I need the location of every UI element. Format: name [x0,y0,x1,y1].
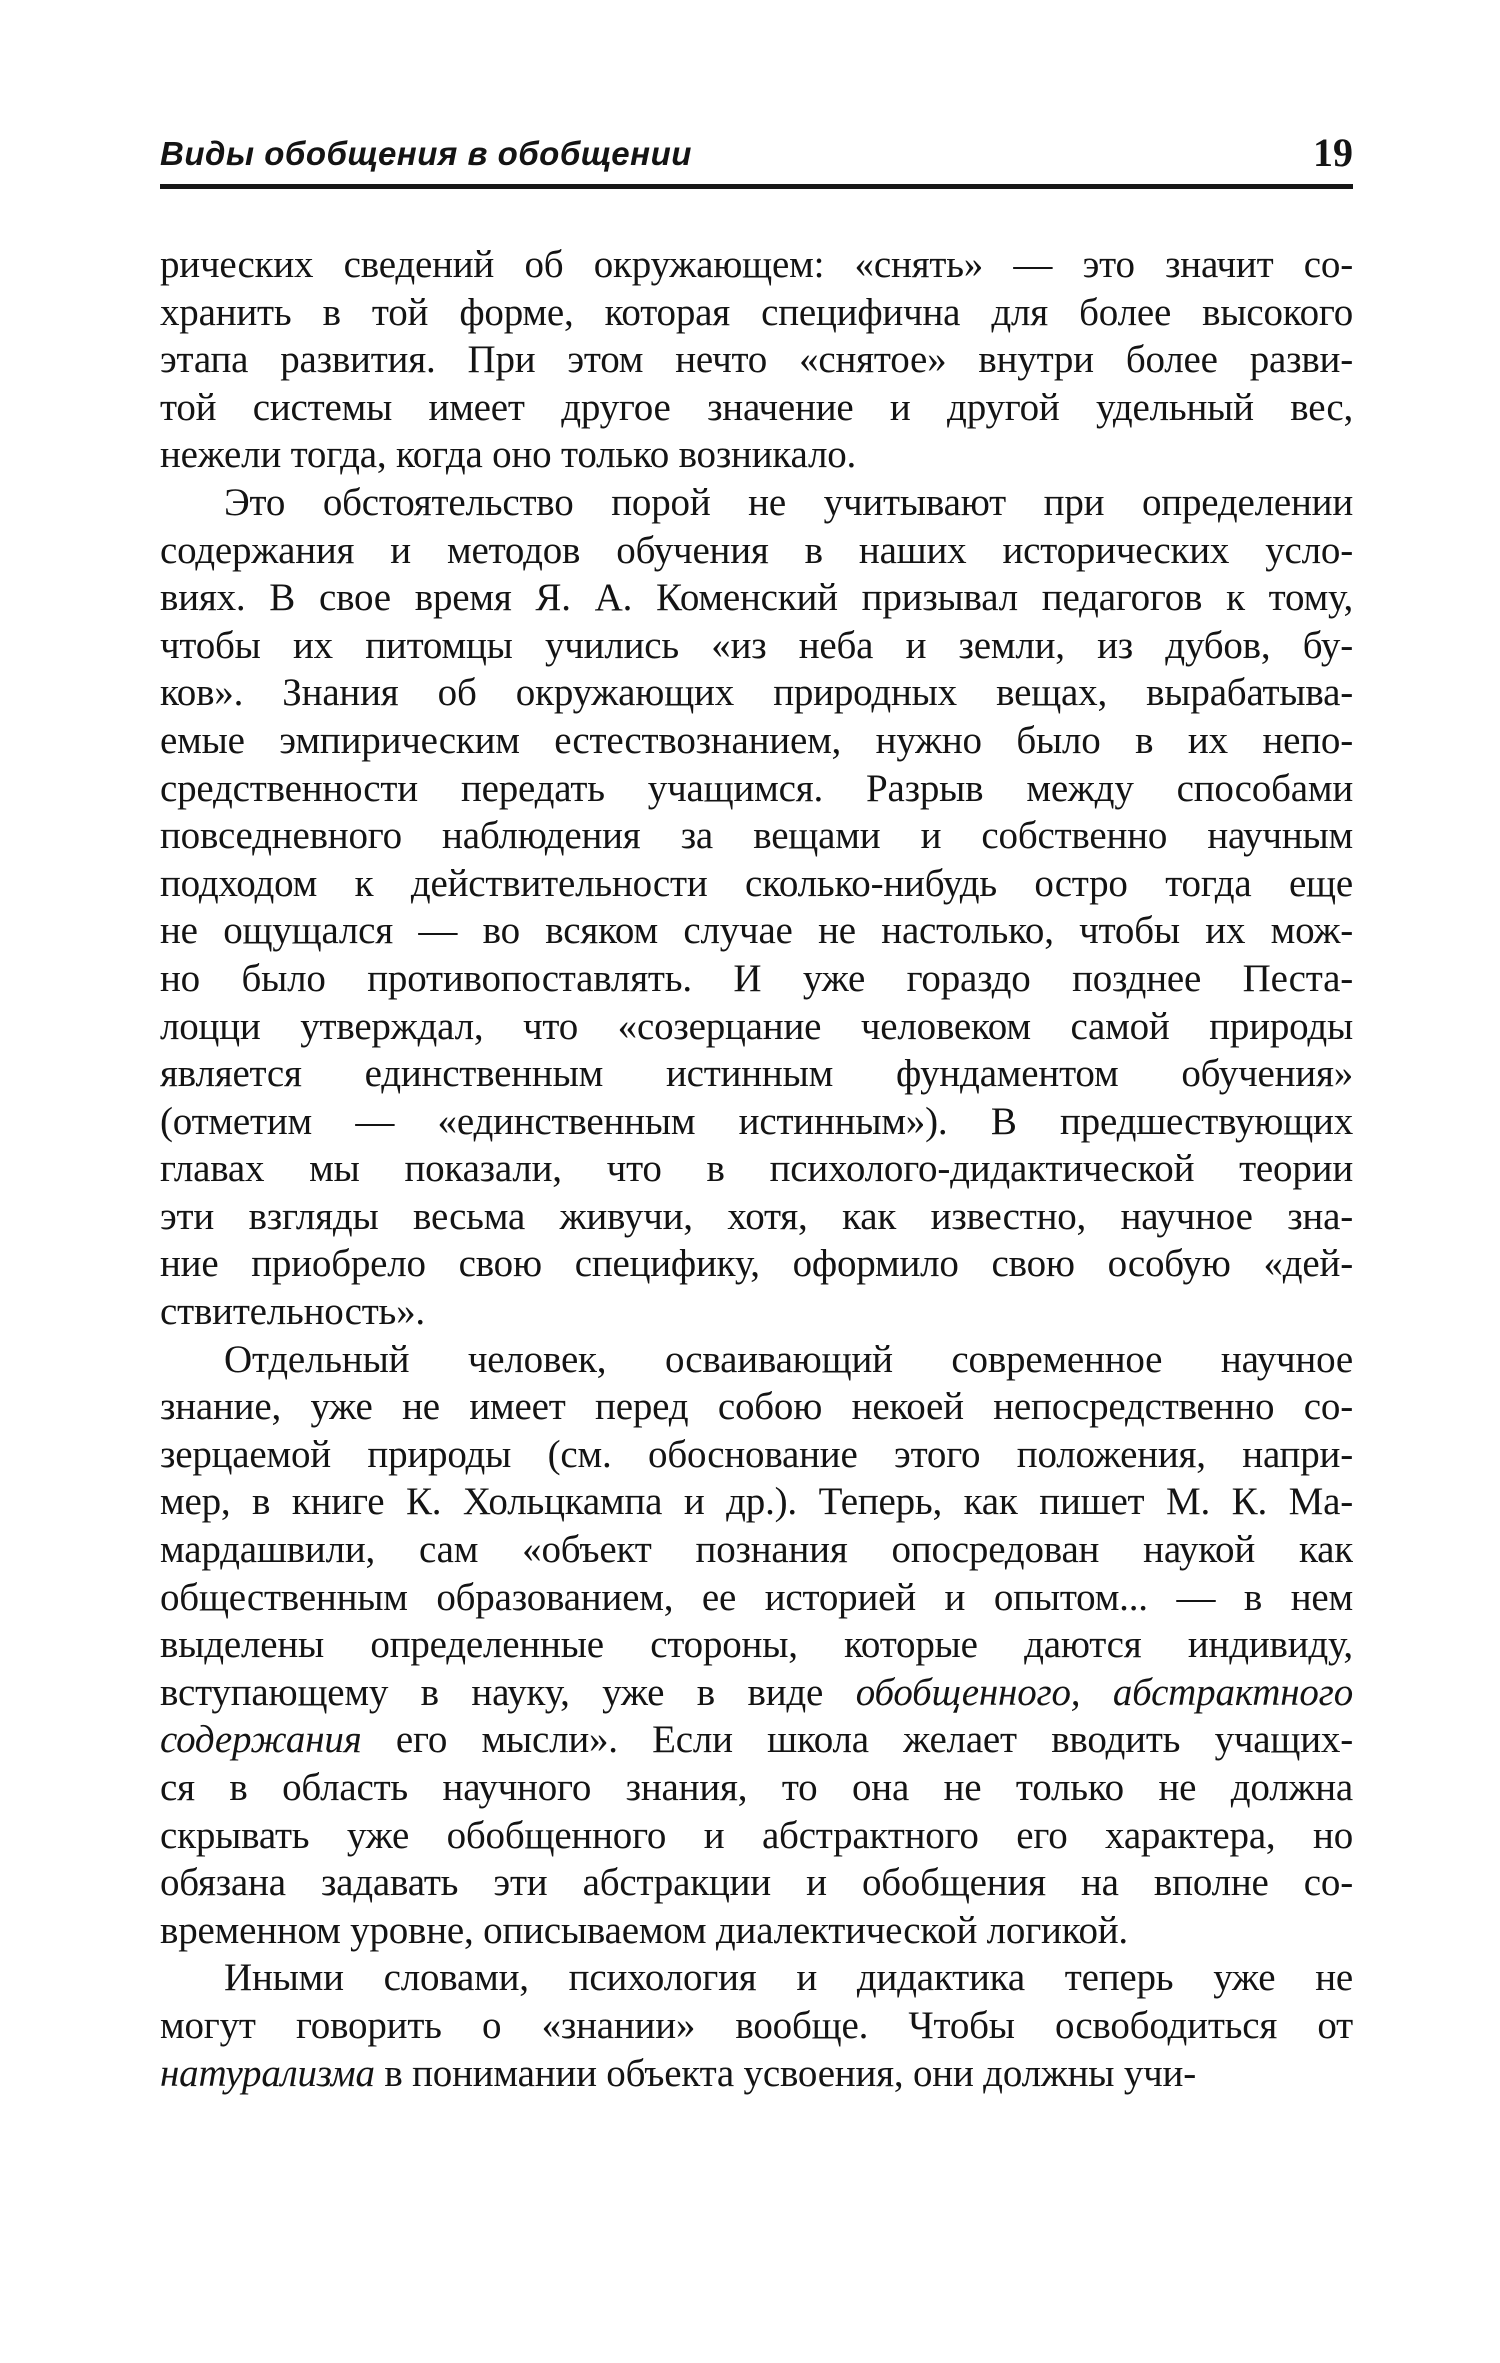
text-line [160,241,1353,289]
header-rule [160,184,1353,189]
text-line [160,1859,1353,1907]
text-line [160,1288,1353,1336]
text-line [160,1193,1353,1241]
text-segment: виях. В свое время Я. А. Коменский призывал педагогов к тому, [160,576,1353,620]
text-line [160,1954,1353,2002]
text-line [160,527,1353,575]
text-segment: но было противопоставлять. И уже гораздо позднее Песта- [160,956,1353,1000]
italic-text-segment: содержания [160,1718,362,1762]
page-header [160,130,1353,175]
text-segment: подходом к действительности сколько-нибудь остро тогда еще [160,861,1353,905]
text-line [160,1098,1353,1146]
text-segment: хранить в той форме, которая специфична для более высокого [160,290,1353,334]
text-segment: вступающему в науку, уже в виде [160,1670,856,1714]
text-line [160,1907,1353,1955]
text-line [160,1526,1353,1574]
text-segment: Отдельный человек, осваивающий современное научное [224,1337,1353,1381]
text-segment: лоцци утверждал, что «созерцание человеком самой природы [160,1004,1353,1048]
text-line [160,289,1353,337]
text-segment: средственности передать учащимся. Разрыв между способами [160,766,1353,810]
text-segment: (отметим — «единственным истинным»). В предшествующих [160,1099,1353,1143]
text-line [160,1383,1353,1431]
text-segment: временном уровне, описываемом диалектической логикой. [160,1908,1128,1952]
text-segment: скрывать уже обобщенного и абстрактного его характера, но [160,1813,1353,1857]
text-segment: Это обстоятельство порой не учитывают при определении [224,480,1353,524]
text-line [160,431,1353,479]
text-line [160,1003,1353,1051]
text-segment: мер, в книге К. Хольцкампа и др.). Теперь, как пишет М. К. Ма- [160,1480,1353,1524]
text-line [160,812,1353,860]
text-segment: эти взгляды весьма живучи, хотя, как известно, научное зна- [160,1194,1353,1238]
text-line [160,336,1353,384]
text-segment: нежели тогда, когда оно только возникало. [160,433,857,477]
text-segment: выделены определенные стороны, которые даются индивиду, [160,1623,1353,1667]
text-segment: в понимании объекта усвоения, они должны учи- [374,2051,1197,2095]
text-line [160,1336,1353,1384]
italic-text-segment: натурализма [160,2051,375,2095]
text-segment: чтобы их питомцы учились «из неба и земли, из дубов, бу- [160,623,1353,667]
text-segment: знание, уже не имеет перед собою некоей непосредственно со- [160,1385,1353,1429]
text-line [160,1050,1353,1098]
text-segment: его мысли». Если школа желает вводить учащих- [361,1718,1353,1762]
running-title: Виды обобщения в обобщении [160,135,692,172]
text-line [160,2002,1353,2050]
text-segment: содержания и методов обучения в наших исторических усло- [160,528,1353,572]
text-segment: этапа развития. При этом нечто «снятое» внутри более разви- [160,338,1353,382]
text-line [160,765,1353,813]
text-segment: ков». Знания об окружающих природных вещах, вырабатыва- [160,671,1353,715]
text-line [160,479,1353,527]
text-line [160,907,1353,955]
text-segment: ние приобрело свою специфику, оформило свою особую «дей- [160,1242,1353,1286]
text-line [160,1240,1353,1288]
text-line [160,1716,1353,1764]
text-line [160,669,1353,717]
text-segment: повседневного наблюдения за вещами и собственно научным [160,814,1353,858]
text-segment: могут говорить о «знании» вообще. Чтобы освободиться от [160,2003,1353,2047]
text-line [160,2050,1353,2098]
text-segment: не ощущался — во всяком случае не настолько, чтобы их мож- [160,909,1353,953]
text-line [160,1764,1353,1812]
text-segment: общественным образованием, ее историей и опытом... — в нем [160,1575,1353,1619]
text-segment: Иными словами, психология и дидактика теперь уже не [224,1956,1353,2000]
text-segment: емые эмпирическим естествознанием, нужно было в их непо- [160,718,1353,762]
text-line [160,717,1353,765]
text-line [160,860,1353,908]
text-line [160,1145,1353,1193]
text-segment: мардашвили, сам «объект познания опосредован наукой как [160,1528,1353,1572]
text-line [160,574,1353,622]
text-segment: ствительность». [160,1290,425,1334]
text-segment: главах мы показали, что в психолого-дидактической теории [160,1147,1353,1191]
text-line [160,1431,1353,1479]
text-line [160,384,1353,432]
page-body-text [160,241,1353,2097]
text-line [160,955,1353,1003]
text-line [160,1812,1353,1860]
text-segment: той системы имеет другое значение и другой удельный вес, [160,385,1353,429]
italic-text-segment: обобщенного, абстрактного [855,1670,1353,1714]
text-segment: рических сведений об окружающем: «снять» — это значит со- [160,243,1353,286]
text-line [160,622,1353,670]
text-segment: ся в область научного знания, то она не только не должна [160,1766,1353,1809]
text-segment: обязана задавать эти абстракции и обобщения на вполне со- [160,1861,1353,1905]
text-segment: является единственным истинным фундаментом обучения» [160,1052,1353,1096]
text-line [160,1574,1353,1622]
text-line [160,1669,1353,1717]
text-line [160,1478,1353,1526]
text-line [160,1621,1353,1669]
text-segment: зерцаемой природы (см. обоснование этого положения, напри- [160,1432,1353,1476]
page-number: 19 [1313,130,1353,175]
